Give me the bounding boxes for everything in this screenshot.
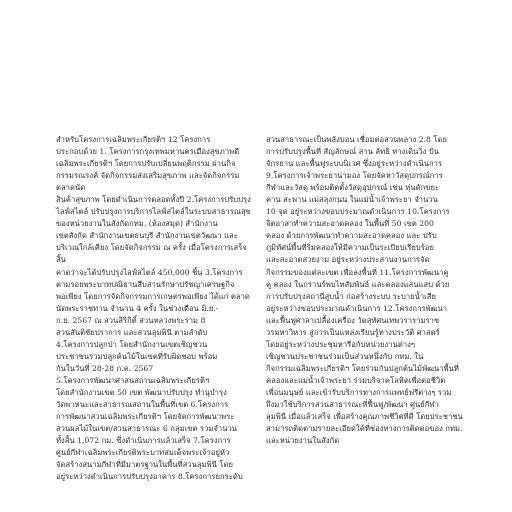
body-paragraph: สวนสาธารณะเป็นพลังบอน เชื่อมต่อสวนพลาง 2.8 โดย การปรับปรุงพื้นที่ สัญลักษณ์ สาน ลัทธิ ทางเดินวิ่ง ปั่น จักรยาน และพื้นฟูระบบนิเวศ ซึ่งอยู่ระหว่างดำเนินการ 9.โครงการเจ้าพระยาน่ามอง โดยจัดหาวัสดุปกรณ์การ กีฬาและวัสดุ พร้อมติดตั้งวัสดุอุปกรณ์ เช่น ทุ่นดักขยะ คาน สะพาน แม่สลุงกนน ในแม่น้ำเจ้าพระยา จำนวน 10 จุด อยู่ระหว่างขอบประมาณดำเนินการ 10.โครงการ จิตอาสาทำความสะอาดคลอง ในพื้นที่ 50 เขต 200 คลอง ด้วยการพัฒนาทำความสะอาดคลอง และ ปรับ ภูมิทัศน์พื้นที่ริมคลองให้มีความเป็นระเบียบเรียบร้อย และสะอาดสวยงาม อยู่ระหว่างประสานงานการจัด กิจกรรมของแต่ละเขต เพื่อลงพื้นที่ 11.โครงการพัฒนาคู คู คลอง ในกรานร์พบไทสัมพันธ์ และคลองแสนแสบ ด้วย การปรับปรุงสถานีสูบน้ำ ก่อสร้างระบบ ระบายน้ำเสีย อยู่ระหว่างขอบประมาณดำเนินการ 12.โครงการพัฒนา และฟื้นฟูศาลาเปลื้องเครื่อง วัดสุทัศนเทพวรารามราช วรมหาวิหาร สู่การเป็นแหล่งเรียนรู้ทางประวัติ ศาสตร์ โดยอยู่ระหว่างประชุมหารือกับหน่วยงานต่างๆ — [266, 135, 450, 349]
body-paragraph: สำหรับโครงการเฉลิมพระเกียรติฯ 12 โครงการ ประกอบด้วย 1. โครงการกรุงเทพมหานครเมืองสุขภาพดี เฉลิมพระเกียรติฯ โดยการปรับเปลี่ยนพฤติกรรม ผ่านกิจ กรรมรณรงค์ จัดกิจกรรมส่งเสริมสุขภาพ และจัดกิจกรรมตลาดนัด สินค้าสุขภาพ โดยดำเนินการตลอดทั้งปี 2.โครงการปรับปรุง ไลฟ์สไตล์ ปรับปรุงการบริการไลฟ์สไตล์ในระบบสาธารณสุข ของหน่วยงานในสังกัดกทม. (ห้องสมุด) สำนักงาน เขตสังกัด สำนักงานเขตธนบุรี สำนักงานเขตวัฒนา และ บริเวณใกล้เคียง โดยจัดกิจกรรม ณ ครั้ง เมื่อโครงการเสร็จสิ้น คาดว่าจะได้ปรับปรุงไลฟ์สไตล์ 450,000 ชิ้น 3.โครงการ ตามรอยพระบาทปณิธานสืบสานรักษาปรัชญาเศรษฐกิจ พอเพียง โดยการจัดกิจกรรมการเกษตรพอเพียง ได้แก่ ตลาด นัดพระราชทาน จำนวน 4 ครั้ง ในช่วงเดือน มิ.ย.- ก.ย. 2567 ณ สวนสิริกิติ์ สวนหลวงพระราม 8 สวนสันติชัยปราการ และสวนลุมพินี ตามลำดับ 4.โครงการปลูกป่า โดยสำนักงานเขตเชิญชวน ประชาชนร่วมปลูกต้นไม้ในเขตที่รับผิดชอบ พร้อม กันในวันที่ 28-28 ก.ค. 2567 — [56, 135, 251, 373]
text-column-right — [266, 134, 466, 447]
text-column-left — [56, 134, 256, 483]
body-paragraph: เชิญชวนประชาชนร่วมเป็นส่วนหนึ่งกับ กทม. ใน กิจกรรมเฉลิมพระเกียรติฯ โดยร่วมกันปลูกต้นไม้พัฒนาพื้นที่ คลองและแม่น้ำเจ้าพระยา ร่วมบริจาคโลหิตเพื่อต่อชีวิต เพื่อนมนุษย์ และเข้ารับบริการทางการแพทย์ฟรีต่างๆ รวม ถึงมาใช้บริการสวนสาธารณะที่ฟื้นฟู/พัฒนา ศูนย์กีฬา ลุมพินี เมื่อแล้วเสร็จ เพื่อสร้างคุณภาพชีวิตที่ดี โดยประชาชน สามารถติดตามรายละเอียดได้ที่ช่องทางการติดต่อของ กทม. และหน่วยงานในสังกัด — [266, 351, 463, 446]
body-paragraph: 5.โครงการพัฒนาศาสนสถานเฉลิมพระเกียรติฯ โดยสำนักงานเขต 50 เขต พัฒนาปรับปรุง ทำนุบำรุง วัดพาหนะและสาธารณสถานในพื้นที่เขต 6.โครงการ การพัฒนาสวนเฉลิมพระเกียรติฯ โดยจัดการพัฒนาพระ สวนผลไม้ในเขต/สวนสาธารณะ 6 กลุ่มเขต รวมจำนวน ทั้งสิ้น 1,072 กม. ซึ่งดำเนินการแล้วเสร็จ 7.โครงการ ศูนย์กีฬาเฉลิมพระเกียรติพระบาทสมเด็จพระเจ้าอยู่หัว จัดสร้างสนามกีฬาที่มีมาตรฐานในพื้นที่สวนลุมพินี โดย อยู่ระหว่างดำเนินการปรับปรุงอาคาร 8.โครงการยกระดับ — [56, 375, 243, 482]
